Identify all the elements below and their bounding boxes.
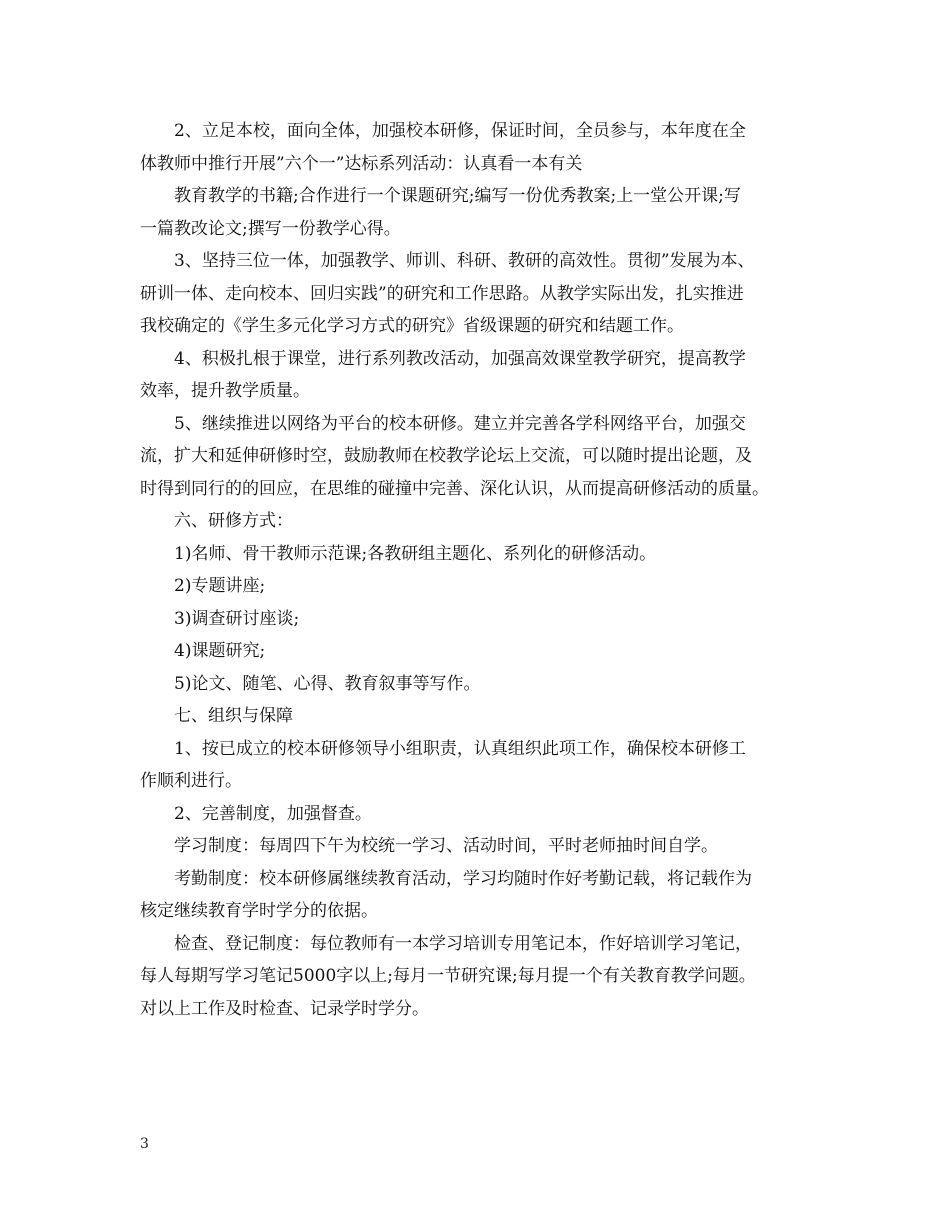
text-line: 考勤制度：校本研修属继续教育活动，学习均随时作好考勤记载，将记载作为 [174,868,752,889]
text-line: 核定继续教育学时学分的依据。 [140,901,378,921]
list-item: 2)专题讲座; [174,576,266,596]
text-line: 2、立足本校，面向全体，加强校本研修，保证时间，全员参与，本年度在全 [174,121,746,141]
list-item: 5)论文、随笔、心得、教育叙事等写作。 [174,673,481,694]
text-line: 检查、登记制度：每位教师有一本学习培训专用笔记本，作好培训学习笔记， [174,933,752,954]
section-heading: 七、组织与保障 [174,706,293,726]
list-item: 1)名师、骨干教师示范课;各教研组主题化、系列化的研修活动。 [174,543,657,564]
text-line: 体教师中推行开展”六个一”达标系列活动：认真看一本有关 [140,153,583,174]
list-item: 3)调查研讨座谈; [174,608,300,629]
text-line: 流，扩大和延伸研修时空，鼓励教师在校教学论坛上交流，可以随时提出论题，及 [140,446,752,466]
text-line: 我校确定的《学生多元化学习方式的研究》省级课题的研究和结题工作。 [140,316,684,336]
text-line: 2、完善制度，加强督查。 [174,803,372,824]
text-line: 每人每期写学习笔记5000字以上;每月一节研究课;每月提一个有关教育教学问题。 [140,966,756,986]
document-body [140,115,820,1025]
text-line: 4、积极扎根于课堂，进行系列教改活动，加强高效课堂教学研究，提高教学 [174,348,746,369]
section-heading: 六、研修方式： [174,511,293,531]
text-line: 作顺利进行。 [140,771,242,791]
text-line: 对以上工作及时检查、记录学时学分。 [140,998,429,1019]
text-line: 一篇教改论文;撰写一份教学心得。 [140,218,401,239]
text-line: 5、继续推进以网络为平台的校本研修。建立并完善各学科网络平台，加强交 [174,413,746,434]
text-line: 时得到同行的的回应，在思维的碰撞中完善、深化认识，从而提高研修活动的质量。 [140,478,769,499]
text-line: 教育教学的书籍;合作进行一个课题研究;编写一份优秀教案;上一堂公开课;写 [174,186,741,206]
text-line: 1、按已成立的校本研修领导小组职责，认真组织此项工作，确保校本研修工 [174,738,746,759]
list-item: 4)课题研究; [174,641,266,661]
text-line: 学习制度：每周四下午为校统一学习、活动时间，平时老师抽时间自学。 [174,836,718,856]
text-line: 3、坚持三位一体，加强教学、师训、科研、教研的高效性。贯彻”发展为本、 [174,251,755,271]
page-number: 3 [140,1136,149,1152]
text-line: 效率，提升教学质量。 [140,381,310,401]
text-line: 研训一体、走向校本、回归实践”的研究和工作思路。从教学实际出发，扎实推进 [140,283,744,304]
